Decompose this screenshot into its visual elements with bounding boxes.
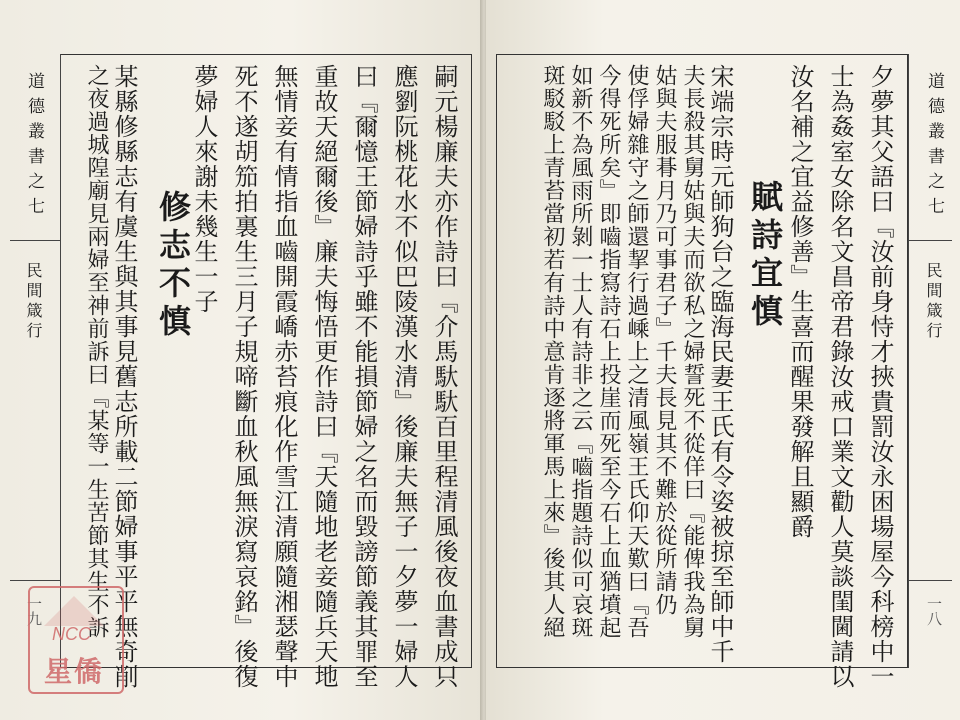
- right-col-1: 夕夢其父語曰『汝前身恃才挾貴罰汝永困場屋今科榜中一: [866, 64, 894, 689]
- right-col-9: 如新不為風雨所剝一士人有詩非之云『嚙指題詩似可哀斑: [568, 64, 593, 639]
- right-margin-subtitle: 民間箴行: [924, 262, 943, 342]
- left-col-9: 之夜過城隍廟見兩婦至神前訴曰『某等一生苦節其生不訴: [84, 64, 109, 639]
- left-col-5: 無情妾有情指血嚙開霞嶠赤苔痕化作雪江清願隨湘瑟聲中: [270, 64, 298, 689]
- right-margin-divider-bottom: [908, 580, 952, 581]
- right-margin-rule: [908, 54, 909, 668]
- right-section-heading: 賦詩宜慎: [746, 180, 784, 332]
- right-col-3: 汝名補之宜益修善』生喜而醒果發解且顯爵: [786, 64, 814, 539]
- left-margin-subtitle: 民間箴行: [24, 262, 43, 342]
- left-margin-rule: [60, 54, 61, 668]
- ncc-watermark-stamp: [28, 586, 124, 694]
- left-margin-divider-bottom: [10, 580, 60, 581]
- left-section-heading: 修志不慎: [154, 190, 192, 342]
- right-col-2: 士為姦室女除名文昌帝君錄汝戒口業文勸人莫談閨閫請以: [826, 64, 854, 689]
- left-margin-divider-top: [10, 240, 60, 241]
- stamp-latin-text: NCC: [52, 624, 91, 644]
- right-col-8: 今得死所矣』即嚙指寫詩石上投崖而死至今石上血猶墳起: [596, 64, 621, 639]
- right-col-7: 使俘婦雜守之師還挈行過嵊上之清風嶺王氏仰天歎曰『吾: [624, 64, 649, 639]
- house-roof-icon: [44, 596, 104, 626]
- right-margin-title: 道德叢書之七: [924, 72, 944, 222]
- right-page-number: 一八: [925, 596, 943, 626]
- left-col-6: 死不遂胡笳拍裏生三月子規啼斷血秋風無淚寫哀銘』後復: [230, 64, 258, 689]
- left-margin-title: 道德叢書之七: [24, 72, 44, 222]
- left-col-2: 應劉阮桃花水不似巴陵漢水清』後廉夫無子一夕夢一婦人: [390, 64, 418, 689]
- left-col-7: 夢婦人來謝未幾生一子: [190, 64, 218, 314]
- right-col-10: 斑駁駁上青苔當初若有詩中意肯逐將軍馬上來』後其人絕: [540, 64, 565, 639]
- left-col-1: 嗣元楊廉夫亦作詩曰『介馬馱馱百里程清風後夜血書成只: [430, 64, 458, 689]
- right-col-6: 姑與夫服朞月乃可事君子』千夫長見其不難於從所請仍: [652, 64, 677, 616]
- left-col-4: 重故天絕爾後』廉夫悔悟更作詩曰『天隨地老妾隨兵天地: [310, 64, 338, 689]
- right-col-5: 夫長殺其舅姑與夫而欲私之婦誓死不從佯曰『能俾我為舅: [680, 64, 705, 639]
- left-page-number: 一九: [25, 596, 43, 626]
- right-col-4: 宋端宗時元師狗台之臨海民妻王氏有令姿被掠至師中千: [706, 64, 734, 664]
- left-col-8: 某縣修縣志有虞生與其事見舊志所載二節婦事平平無奇削: [110, 64, 138, 689]
- right-page: [486, 0, 960, 720]
- left-col-3: 曰『爾憶王節婦詩乎雖不能損節婦之名而毀謗節義其罪至: [350, 64, 378, 689]
- right-margin-divider-top: [908, 240, 952, 241]
- stamp-chinese-text: 星僑: [44, 655, 105, 688]
